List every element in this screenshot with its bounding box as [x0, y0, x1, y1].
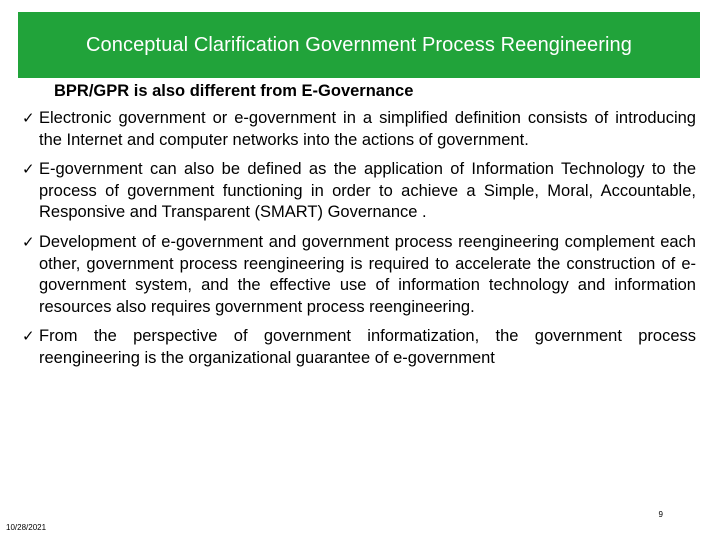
slide-subtitle: BPR/GPR is also different from E-Governance: [54, 82, 414, 100]
bullet-item: [18, 232, 696, 318]
bullet-item: [18, 159, 696, 224]
check-icon: ✓: [22, 327, 35, 346]
bullet-list: [18, 108, 696, 378]
slide-title: Conceptual Clarification Government Process Reengineering: [86, 33, 632, 56]
check-icon: ✓: [22, 160, 35, 179]
bullet-item: [18, 326, 696, 369]
page-number: 9: [658, 510, 663, 519]
bullet-text: Development of e-government and government process reengineering complement each other, government process reengineering is required to accelerate the construction of e-government system, and the effective use of information technology and information resources also requires government process reengineering.: [39, 232, 696, 316]
bullet-text: Electronic government or e-government in a simplified definition consists of introducing the Internet and computer networks into the actions of government.: [39, 109, 696, 149]
check-icon: ✓: [22, 109, 35, 127]
check-icon: ✓: [22, 232, 35, 251]
bullet-item: [18, 108, 696, 151]
bullet-text: E-government can also be defined as the application of Information Technology to the process of government functioning in order to achieve a Simple, Moral, Accountable, Responsive and Transparent (SMART) Governance .: [39, 160, 696, 222]
footer-date: 10/28/2021: [6, 523, 47, 532]
bullet-text: From the perspective of government informatization, the government process reengineering is the organizational guarantee of e-government: [39, 327, 696, 367]
title-bar: [18, 12, 700, 78]
